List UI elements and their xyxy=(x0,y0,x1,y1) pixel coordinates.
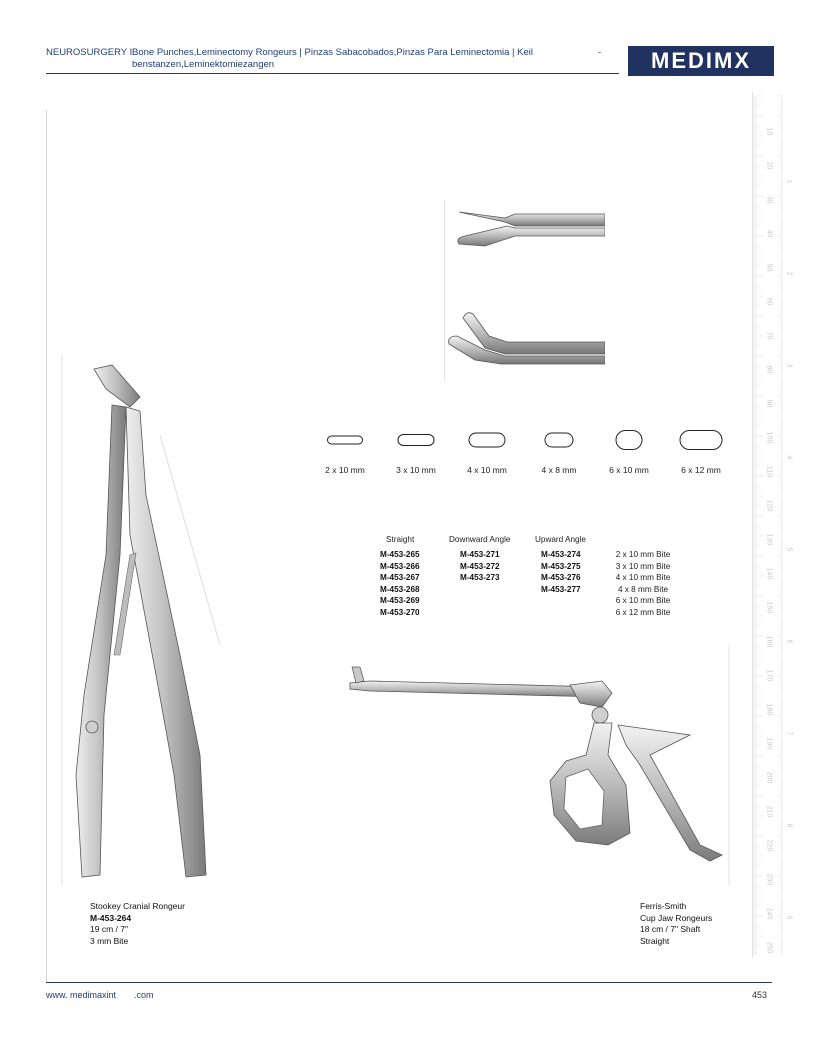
bite-size: 6 x 10 mm Bite xyxy=(615,596,671,605)
header-title-line2: benstanzen,Leminektomiezangen xyxy=(132,59,275,70)
ruler-inch-label: 3 xyxy=(785,363,793,368)
product-style: Straight xyxy=(640,935,670,946)
downward-code-list xyxy=(460,549,500,584)
bite-outline xyxy=(545,433,573,447)
bite-label: 4 x 10 mm xyxy=(467,465,507,475)
bite-outline xyxy=(616,431,642,450)
column-header-upward: Upward Angle xyxy=(535,535,586,544)
ruler-cm-label: 180 xyxy=(765,703,773,716)
ruler-cm-label: 200 xyxy=(765,771,773,784)
header-dash: - xyxy=(598,47,602,58)
straight-code-list xyxy=(380,549,420,618)
bite-label: 4 x 8 mm xyxy=(541,465,577,475)
product-code: M-453-269 xyxy=(380,596,420,605)
product-code: M-453-276 xyxy=(541,573,581,582)
ruler-cm-label: 60 xyxy=(765,297,773,306)
ruler-cm-label: 100 xyxy=(765,431,773,444)
stookey-caption xyxy=(90,901,185,947)
bite-size: 2 x 10 mm Bite xyxy=(615,550,671,559)
ferris-smith-image xyxy=(340,645,730,885)
bite-label: 6 x 12 mm xyxy=(681,465,721,475)
ruler-cm-label: 220 xyxy=(765,839,773,852)
product-code: M-453-264 xyxy=(90,912,132,923)
column-header-straight: Straight xyxy=(386,535,415,544)
product-code: M-453-272 xyxy=(460,561,500,571)
ruler-cm-label: 130 xyxy=(765,533,773,546)
ruler-inch-label: 8 xyxy=(785,823,793,828)
ruler-cm-label: 40 xyxy=(765,229,773,238)
product-code: M-453-273 xyxy=(460,573,500,582)
product-name: Ferris-Smith xyxy=(640,901,687,911)
ruler-cm-label: 150 xyxy=(765,601,773,614)
ruler-cm-label: 70 xyxy=(765,331,773,340)
ruler-cm-label: 80 xyxy=(765,365,773,374)
ruler-cm-label: 10 xyxy=(765,127,773,136)
ruler-cm-label: 90 xyxy=(765,399,773,408)
product-code: M-453-266 xyxy=(380,561,420,571)
frame-left-line xyxy=(46,110,47,982)
ruler-cm-label: 230 xyxy=(765,873,773,886)
ruler-cm-label: 50 xyxy=(765,263,773,272)
product-code: M-453-265 xyxy=(380,550,420,559)
product-subname: Cup Jaw Rongeurs xyxy=(640,912,713,923)
ruler-cm-label: 140 xyxy=(765,567,773,580)
ruler-inch-label: 2 xyxy=(785,271,793,276)
ruler-cm-label: 110 xyxy=(765,465,773,478)
ferris-smith-caption xyxy=(640,901,712,947)
ruler-cm-label: 250 xyxy=(765,941,773,954)
product-code: M-453-271 xyxy=(460,550,500,559)
stookey-rongeur-illustration xyxy=(60,355,235,895)
product-name: Stookey Cranial Rongeur xyxy=(90,901,185,911)
bite-size-list xyxy=(613,549,673,618)
header-section: NEUROSURGERY I xyxy=(46,47,133,58)
ruler-cm-label: 210 xyxy=(765,805,773,818)
ruler-inch-label: 9 xyxy=(785,915,793,920)
bite-outline xyxy=(398,435,434,446)
bite-label: 6 x 10 mm xyxy=(609,465,649,475)
product-code: M-453-275 xyxy=(541,561,581,571)
product-size: 18 cm / 7" Shaft xyxy=(640,924,701,934)
bite-outline xyxy=(680,431,722,450)
ruler-cm-label: 20 xyxy=(765,161,773,170)
stookey-rongeur-image xyxy=(60,355,235,895)
footer-rule xyxy=(46,982,772,983)
ferris-smith-illustration xyxy=(340,645,730,885)
ruler-inch-label: 1 xyxy=(785,179,793,184)
bite-label: 3 x 10 mm xyxy=(396,465,436,475)
ruler-inch-label: 5 xyxy=(785,547,793,552)
bite-outline xyxy=(469,433,505,447)
ruler-cm-label: 30 xyxy=(765,195,773,204)
ruler-cm-label: 240 xyxy=(765,907,773,920)
product-code: M-453-268 xyxy=(380,584,420,594)
column-header-downward: Downward Angle xyxy=(449,535,511,544)
product-code: M-453-267 xyxy=(380,573,420,582)
header-rule xyxy=(46,73,619,74)
footer-website-suffix[interactable]: .com xyxy=(134,990,154,1000)
bite-size: 4 x 10 mm Bite xyxy=(615,573,671,582)
bite-label: 2 x 10 mm xyxy=(325,465,365,475)
product-size: 19 cm / 7" xyxy=(90,924,128,934)
ruler-cm-label: 170 xyxy=(765,669,773,682)
page-number: 453 xyxy=(752,990,768,1000)
ruler-inch-label: 6 xyxy=(785,639,793,644)
bite-size: 6 x 12 mm Bite xyxy=(615,607,671,617)
upward-code-list xyxy=(541,549,581,595)
product-bite: 3 mm Bite xyxy=(90,935,129,946)
product-code: M-453-270 xyxy=(380,607,420,617)
brand-logo: MEDIMX xyxy=(628,46,774,76)
ruler-cm-label: 190 xyxy=(765,737,773,750)
bite-size: 3 x 10 mm Bite xyxy=(615,561,671,571)
header-title-line1: Bone Punches,Leminectomy Rongeurs | Pinzas Sabacobados,Pinzas Para Leminectomia | Keil xyxy=(132,47,533,58)
measure-ruler xyxy=(752,92,797,958)
product-code: M-453-274 xyxy=(541,550,581,559)
ruler-inch-label: 4 xyxy=(785,455,793,460)
bite-size: 4 x 8 mm Bite xyxy=(617,584,669,594)
ruler-cm-label: 160 xyxy=(765,635,773,648)
bite-outline xyxy=(328,436,363,444)
product-code: M-453-277 xyxy=(541,584,581,594)
ruler-inch-label: 7 xyxy=(785,731,793,736)
jaw-closeup-illustration xyxy=(445,200,605,382)
bite-shapes xyxy=(310,425,740,455)
ruler-cm-label: 120 xyxy=(765,499,773,512)
jaw-detail-image xyxy=(444,200,605,382)
footer-website-prefix[interactable]: www. medimaxint xyxy=(46,990,117,1000)
